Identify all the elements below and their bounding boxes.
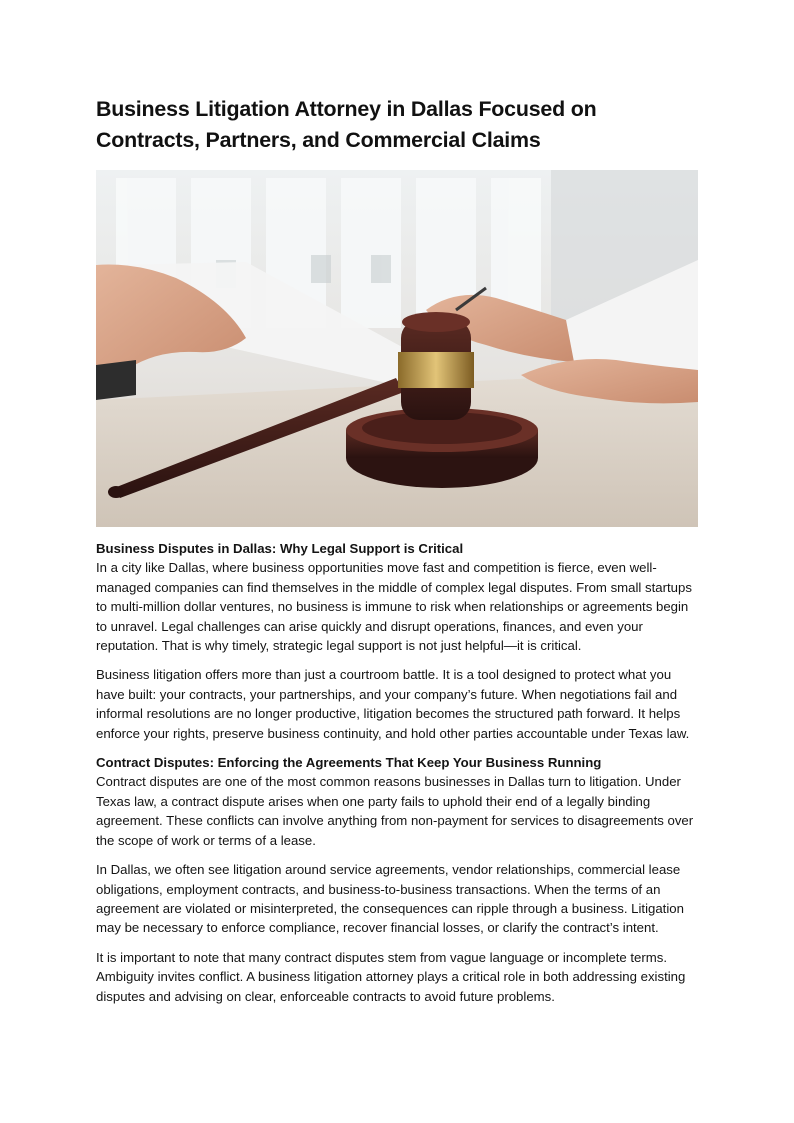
paragraph: In Dallas, we often see litigation around service agreements, vendor relationships, commercial lease obligations, employment contracts, and business-to-business transactions. When the terms of an agreement are violated or misinterpreted, the consequences can ripple through a business. Litigation may be necessary to enforce compliance, recover financial losses, or clarify the contract’s intent. [96, 862, 684, 936]
paragraph: It is important to note that many contract disputes stem from vague language or incomplete terms. Ambiguity invites conflict. A business litigation attorney plays a critical role in both addressing existing disputes and advising on clear, enforceable contracts to avoid future problems. [96, 949, 686, 1004]
document-page [96, 94, 700, 1016]
paragraph: Contract disputes are one of the most common reasons businesses in Dallas turn to litigation. Under Texas law, a contract dispute arises when one party fails to uphold their end of a legally binding agreement. These conflicts can involve anything from non-payment for services to disagreements over the scope of work or terms of a lease. [96, 774, 694, 848]
document-title: Business Litigation Attorney in Dallas Focused on Contracts, Partners, and Commercial Claims [96, 97, 597, 152]
section-heading-business-disputes: Business Disputes in Dallas: Why Legal Support is Critical [96, 541, 464, 556]
paragraph: Business litigation offers more than just a courtroom battle. It is a tool designed to protect what you have built: your contracts, your partnerships, and your company’s future. When negotiations fail and informal resolutions are no longer productive, litigation becomes the structured path forward. It helps enforce your rights, preserve business continuity, and hold other parties accountable under Texas law. [96, 667, 690, 741]
gavel-photo [96, 170, 698, 527]
section-heading-contract-disputes: Contract Disputes: Enforcing the Agreements That Keep Your Business Running [96, 755, 602, 771]
article-body [96, 539, 700, 1006]
paragraph: In a city like Dallas, where business opportunities move fast and competition is fierce, even well-managed companies can find themselves in the middle of complex legal disputes. From small startups to multi-million dollar ventures, no business is immune to risk when relationships or agreements begin to unravel. Legal challenges can arise quickly and disrupt operations, finances, and even your reputation. That is why timely, strategic legal support is not just helpful—it is critical. [96, 560, 692, 654]
